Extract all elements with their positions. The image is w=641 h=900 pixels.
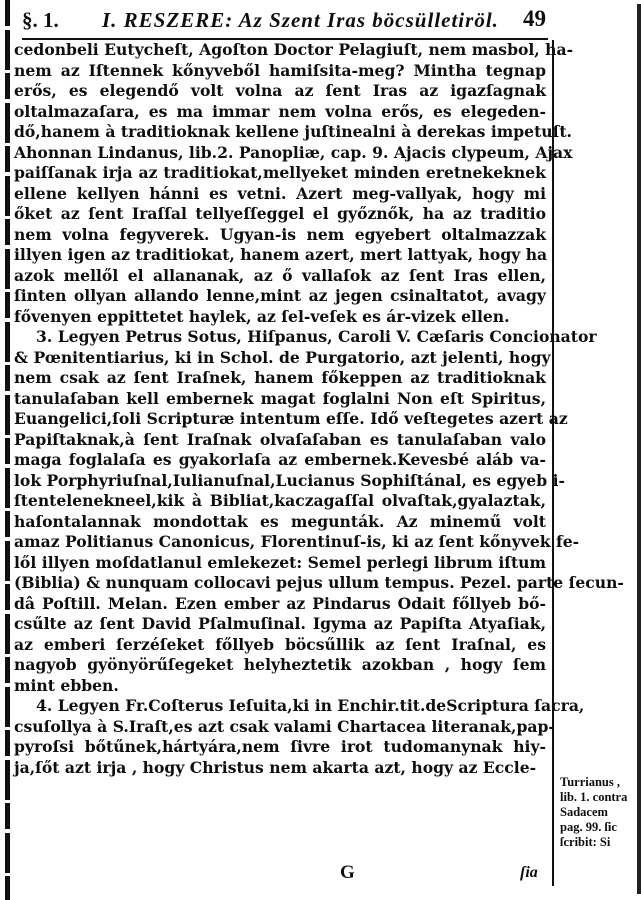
text-line: nem volna fegyverek. Ugyan-is nem egyebert oltalmazzak <box>14 224 546 244</box>
text-line: őket az ſent Iraſſal tellyeſſeggel el győznők, ha az traditio <box>14 204 546 223</box>
text-line: dő,hanem à traditioknak kellene juſtinealni à derekas impetuſt. <box>14 122 572 141</box>
text-line: Papiſtaknak,à ſent Iraſnak olvaſaſaban es tanulaſaban valo <box>14 429 546 449</box>
running-title: I. RESZERE: Az Szent Iras böcsülletiröl. <box>102 8 499 32</box>
text-line: 4. Legyen Fr.Coſterus Ieſuita,ki in Enchir.tit.deScriptura ſacra, <box>36 696 585 715</box>
right-page-edge <box>637 4 641 894</box>
catchword: ſia <box>520 864 538 881</box>
text-line: nem csak az ſent Iraſnek, hanem főkeppen az traditioknak <box>14 368 546 387</box>
text-line: ſinten ollyan allando lenne,mint az jegen csinaltatot, avagy <box>14 286 546 305</box>
text-line: nem az Iſtennek kőnyveből hamiſsita-meg? Mintha tegnap <box>14 60 546 80</box>
text-line: pyroſsi bőtűnek,hártyára,nem ſivre irot tudomanynak hiy- <box>14 737 546 756</box>
margin-note-line: Turrianus , <box>560 775 620 789</box>
text-line: nagyob gyönyörűſegeket helyheztetik azokban , hogy ſem <box>14 655 546 674</box>
margin-note-line: lib. 1. contra <box>560 790 628 804</box>
text-line: fővenyen eppittetet haylek, az ſel-veſek es ár-vizek ellen. <box>14 306 510 326</box>
signature-mark: G <box>340 862 355 883</box>
left-binding-edge <box>5 0 10 900</box>
text-line: mint ebben. <box>14 675 119 695</box>
text-line: Ahonnan Lindanus, lib.2. Panopliæ, cap. 9. Ajacis clypeum, Ajax <box>14 142 573 162</box>
text-line: az emberi ſerzéſeket főllyeb böcsűllik az ſent Iraſnal, es <box>14 634 546 654</box>
text-line: oltalmazaſara, es ma immar nem volna erős, es elegeden- <box>14 101 546 121</box>
text-line: paiſſanak irja az traditiokat,mellyeket minden eretnekeknek <box>14 163 546 182</box>
text-line: & Pœnitentiarius, ki in Schol. de Purgatorio, azt jelenti, hogy <box>14 347 551 367</box>
text-line: (Biblia) & nunquam collocavi pejus ullum tempus. Pezel. parte ſecun- <box>14 573 624 592</box>
page-number: 49 <box>523 6 546 31</box>
text-line: ja,ſőt azt irja , hogy Christus nem akarta azt, hogy az Eccle- <box>14 757 537 777</box>
text-line: amaz Politianus Canonicus, Florentinuſ-is, ki az ſent kőnyvek fe- <box>14 532 580 551</box>
text-line: csuſollya à S.Iraſt,es azt csak valami Chartacea literanak,pap- <box>14 716 555 736</box>
text-line: haſontalannak mondottak es megunták. Az minemű volt <box>14 511 546 531</box>
section-mark: §. 1. <box>22 8 59 32</box>
body-text <box>14 40 624 778</box>
text-line: ſtentelenekneel,kik à Bibliat,kaczagaſſal olvaſtak,gyalaztak, <box>14 491 546 510</box>
text-line: azok mellől el allananak, az ő vallaſok az ſent Iras ellen, <box>14 265 546 285</box>
running-head <box>22 4 548 40</box>
margin-note-line: Sadacem <box>560 805 608 819</box>
margin-note <box>560 775 638 850</box>
text-line: 3. Legyen Petrus Sotus, Hiſpanus, Caroli V. Cæſaris Concionator <box>36 327 597 346</box>
text-line: cedonbeli Eutycheſt, Agoſton Doctor Pelagiuſt, nem masbol, ha- <box>14 40 574 59</box>
text-line: dâ Poſtill. Melan. Ezen ember az Pindarus Odait főllyeb bő- <box>14 593 546 613</box>
margin-note-line: ſcribit: Si <box>560 835 611 849</box>
text-line: ellene kellyen hánni es vetni. Azert meg-vallyak, hogy mi <box>14 183 546 203</box>
text-line: csűlte az ſent David Pſalmuſinal. Igyma az Papiſta Atyaſiak, <box>14 614 546 633</box>
text-line: Euangelici,ſoli Scripturæ intentum eſſe. Idő veſtegetes azert az <box>14 409 568 428</box>
text-line: illyen igen az traditiokat, hanem azert, mert lattyak, hogy ha <box>14 245 548 264</box>
text-line: lől illyen moſdatlanul emlekezet: Semel perlegi librum iſtum <box>14 552 546 572</box>
text-line: tanulaſaban kell embernek magat foglalni Non eſt Spiritus, <box>14 388 546 408</box>
margin-note-line: pag. 99. ſic <box>560 820 617 834</box>
text-line: erős, es elegendő volt volna az ſent Iras az igazſagnak <box>14 81 546 100</box>
text-line: lok Porphyriuſnal,Iulianuſnal,Lucianus Sophiſtánal, es egyeb i- <box>14 470 565 490</box>
text-line: maga foglalaſa es gyakorlaſa az embernek.Kevesbé aláb va- <box>14 450 546 469</box>
